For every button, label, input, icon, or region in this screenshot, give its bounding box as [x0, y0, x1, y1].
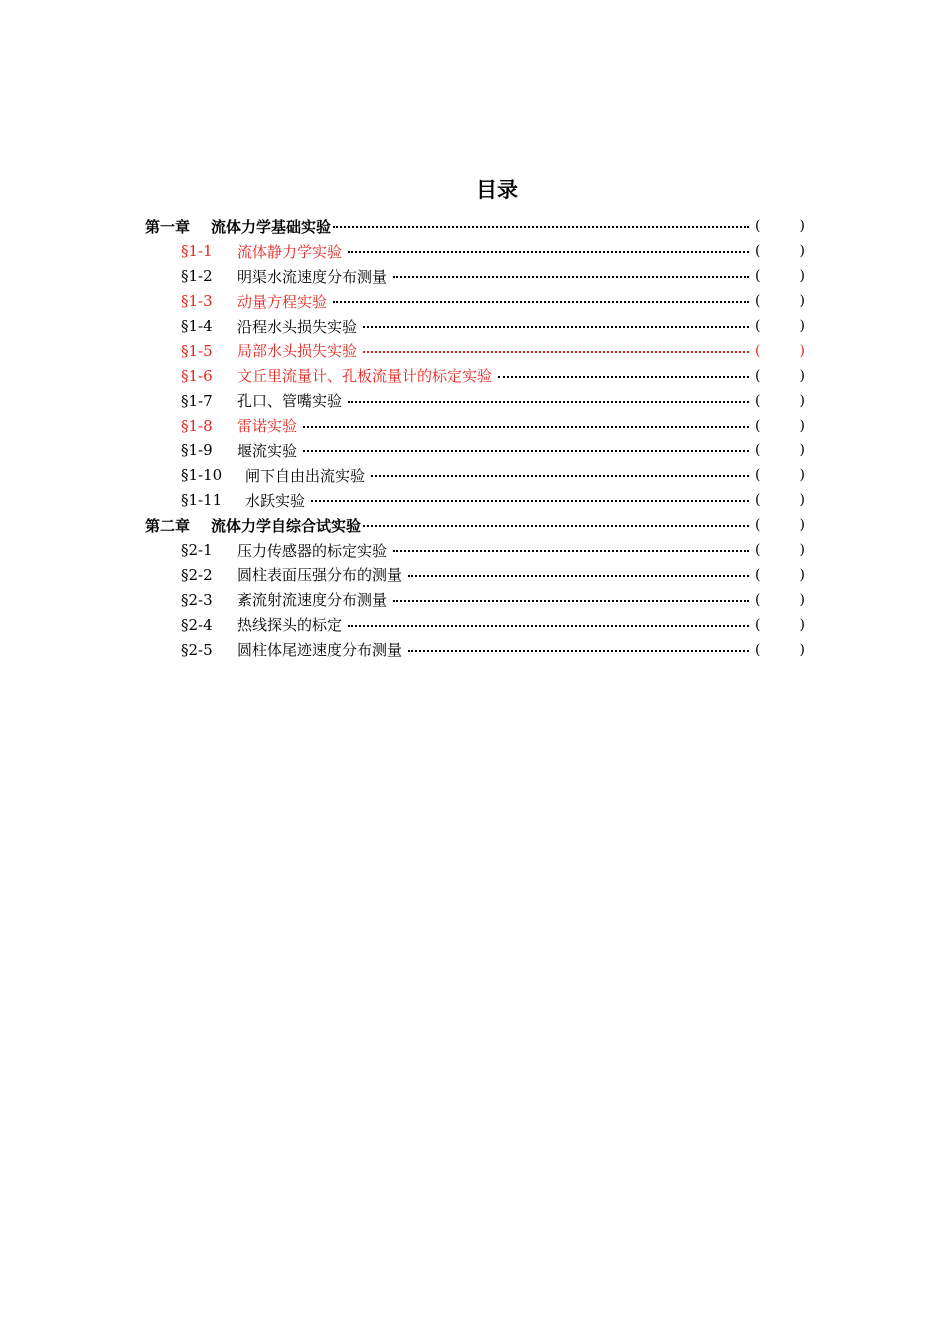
page-reference	[755, 642, 805, 658]
dot-leader	[408, 650, 749, 652]
dot-leader	[371, 475, 749, 477]
section-number: §2-2	[181, 565, 213, 584]
dot-leader	[363, 351, 749, 353]
paren-close: )	[799, 342, 805, 359]
section-title: 紊流射流速度分布测量	[237, 591, 388, 610]
section-number: §2-5	[181, 640, 213, 659]
paren-close: )	[799, 591, 805, 608]
page-reference	[755, 218, 805, 234]
paren-open: (	[755, 293, 761, 310]
section-title: 孔口、管嘴实验	[237, 392, 343, 411]
section-title: 文丘里流量计、孔板流量计的标定实验	[237, 367, 493, 386]
page-reference	[755, 418, 805, 434]
section-number: §1-8	[181, 416, 213, 435]
section-title: 圆柱表面压强分布的测量	[237, 566, 403, 585]
page-reference	[755, 617, 805, 633]
toc-section-2-2[interactable]	[145, 562, 805, 587]
section-title: 圆柱体尾迹速度分布测量	[237, 641, 403, 660]
paren-open: (	[755, 268, 761, 285]
toc-section-2-4[interactable]	[145, 612, 805, 637]
paren-open: (	[755, 467, 761, 484]
section-title: 压力传感器的标定实验	[237, 541, 388, 560]
page-reference	[755, 442, 805, 458]
paren-open: (	[755, 591, 761, 608]
paren-close: )	[799, 392, 805, 409]
section-title: 沿程水头损失实验	[237, 317, 358, 336]
paren-close: )	[799, 616, 805, 633]
paren-close: )	[799, 367, 805, 384]
page-reference	[755, 393, 805, 409]
paren-open: (	[755, 616, 761, 633]
toc-section-1-7[interactable]	[145, 388, 805, 413]
paren-open: (	[755, 392, 761, 409]
paren-close: )	[799, 268, 805, 285]
chapter-title: 流体力学基础实验	[211, 217, 332, 236]
section-title: 局部水头损失实验	[237, 342, 358, 361]
section-number: §1-7	[181, 391, 213, 410]
section-title: 流体静力学实验	[237, 242, 343, 261]
section-number: §2-3	[181, 590, 213, 609]
dot-leader	[333, 226, 749, 228]
dot-leader	[333, 301, 749, 303]
page-reference	[755, 293, 805, 309]
section-number: §1-2	[181, 267, 213, 286]
dot-leader	[348, 401, 749, 403]
toc-section-2-1[interactable]	[145, 538, 805, 563]
section-title: 闸下自由出流实验	[245, 466, 366, 485]
paren-open: (	[755, 243, 761, 260]
page-reference	[755, 268, 805, 284]
toc-section-2-5[interactable]	[145, 637, 805, 662]
paren-close: )	[799, 417, 805, 434]
toc-section-1-1[interactable]	[145, 239, 805, 264]
paren-close: )	[799, 243, 805, 260]
section-number: §1-11	[181, 491, 223, 510]
toc-section-1-4[interactable]	[145, 314, 805, 339]
paren-open: (	[755, 566, 761, 583]
section-title: 雷诺实验	[237, 417, 298, 436]
dot-leader	[348, 625, 749, 627]
section-title: 热线探头的标定	[237, 616, 343, 635]
toc-chapter-1[interactable]	[145, 214, 805, 239]
toc-section-2-3[interactable]	[145, 587, 805, 612]
page-reference	[755, 368, 805, 384]
paren-open: (	[755, 417, 761, 434]
page-reference	[755, 517, 805, 533]
page-reference	[755, 592, 805, 608]
paren-open: (	[755, 342, 761, 359]
paren-close: )	[799, 218, 805, 235]
paren-open: (	[755, 517, 761, 534]
toc-section-1-9[interactable]	[145, 438, 805, 463]
dot-leader	[498, 376, 749, 378]
paren-close: )	[799, 467, 805, 484]
section-title: 堰流实验	[237, 441, 298, 460]
section-number: §1-6	[181, 366, 213, 385]
paren-open: (	[755, 318, 761, 334]
page-reference	[755, 567, 805, 583]
section-number: §1-10	[181, 466, 223, 485]
section-number: §1-1	[181, 242, 213, 261]
paren-close: )	[799, 641, 805, 658]
paren-close: )	[799, 542, 805, 559]
table-of-contents	[145, 214, 805, 662]
page-reference	[755, 318, 805, 334]
dot-leader	[303, 450, 749, 452]
dot-leader	[303, 426, 749, 428]
toc-section-1-3[interactable]	[145, 289, 805, 314]
page-reference	[755, 243, 805, 259]
section-number: §1-4	[181, 317, 213, 335]
paren-close: )	[799, 492, 805, 509]
dot-leader	[393, 276, 749, 278]
paren-open: (	[755, 442, 761, 459]
chapter-title: 流体力学自综合试实验	[211, 516, 362, 535]
page-reference	[755, 343, 805, 359]
toc-section-1-6[interactable]	[145, 363, 805, 388]
paren-close: )	[799, 293, 805, 310]
section-number: §1-3	[181, 292, 213, 311]
section-number: §1-5	[181, 341, 213, 360]
dot-leader	[363, 326, 749, 328]
page-reference	[755, 542, 805, 558]
toc-section-1-5[interactable]	[145, 338, 805, 363]
dot-leader	[311, 500, 749, 502]
toc-chapter-2[interactable]	[145, 513, 805, 538]
dot-leader	[408, 575, 749, 577]
paren-open: (	[755, 367, 761, 384]
section-title: 明渠水流速度分布测量	[237, 267, 388, 286]
section-title: 动量方程实验	[237, 292, 328, 311]
paren-open: (	[755, 641, 761, 658]
toc-section-1-8[interactable]	[145, 413, 805, 438]
paren-close: )	[799, 566, 805, 583]
paren-open: (	[755, 218, 761, 235]
paren-open: (	[755, 492, 761, 509]
toc-section-1-10[interactable]	[145, 463, 805, 488]
dot-leader	[348, 251, 749, 253]
page-reference	[755, 467, 805, 483]
toc-section-1-2[interactable]	[145, 264, 805, 289]
section-number: §1-9	[181, 441, 213, 460]
chapter-number: 第二章	[145, 516, 191, 535]
paren-open: (	[755, 542, 761, 559]
chapter-number: 第一章	[145, 217, 191, 236]
section-number: §2-4	[181, 615, 213, 634]
dot-leader	[363, 525, 749, 527]
page-reference	[755, 492, 805, 508]
toc-title: 目录	[476, 178, 518, 202]
section-title: 水跃实验	[245, 491, 306, 510]
paren-close: )	[799, 442, 805, 459]
section-number: §2-1	[181, 541, 213, 560]
toc-section-1-11[interactable]	[145, 488, 805, 513]
dot-leader	[393, 550, 749, 552]
paren-close: )	[799, 517, 805, 534]
paren-close: )	[799, 318, 805, 334]
dot-leader	[393, 600, 749, 602]
